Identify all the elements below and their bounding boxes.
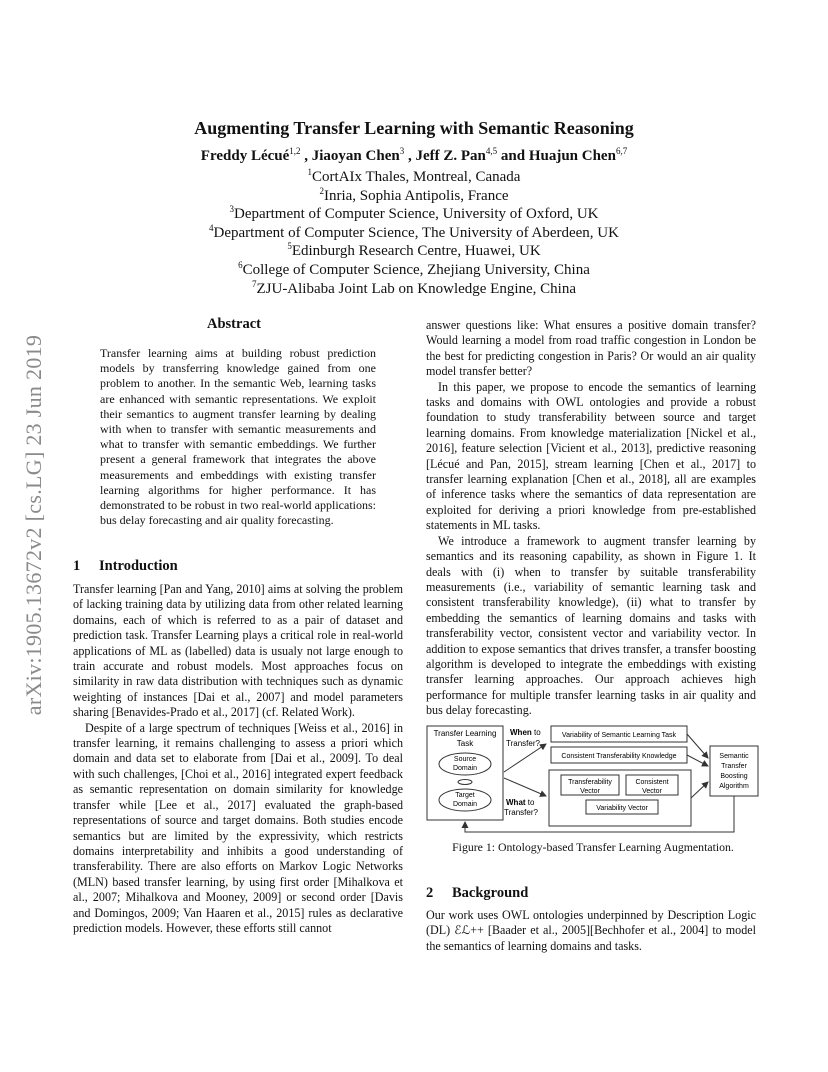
target-domain-label: Domain xyxy=(452,801,478,808)
paper-title: Augmenting Transfer Learning with Semantic Reasoning xyxy=(194,118,634,138)
arrow-when xyxy=(504,744,546,772)
consistent-knowledge-label: Consistent Transferability Knowledge xyxy=(561,753,677,760)
paragraph: Our work uses OWL ontologies underpinned by Description Logic (DL) ℰℒ++ [Baader et al., 2005][Bechhofer et al., 2004] to model the semantics of learning domains and tasks. xyxy=(426,908,756,953)
algorithm-label: Algorithm xyxy=(719,783,749,790)
affiliation: $^6$College of Computer Science, Zhejiang University, China xyxy=(238,259,590,278)
author: Jiaoyan Chen$^3$ , xyxy=(311,146,416,164)
consistent-vector-label: Vector xyxy=(642,788,662,795)
author: Huajun Chen$^{6,7}$ xyxy=(528,146,628,164)
affiliation: $^2$Inria, Sophia Antipolis, France xyxy=(319,185,509,204)
paragraph: answer questions like: What ensures a positive domain transfer? Would learning a model from road traffic congestion in London be the best for predicting congestion in Paris? Or would an air quality model transfer better? xyxy=(426,318,756,379)
paragraph: In this paper, we propose to encode the semantics of learning tasks and domains with OWL ontologies and provide a robust foundation to study transferability between source and target learning domains. From knowledge materialization [Nickel et al., 2016], feature selection [Vicient et al., 2013], predictive reasoning [Lécué and Pan, 2015], stream learning [Chen et al., 2017] to transfer learning explanation [Chen et al., 2018], all are examples of inference tasks where the semantics of data representation are exploited for deriving a priori knowledge from pre-established statements in ML tasks. xyxy=(426,379,756,533)
link-ellipse xyxy=(458,780,472,785)
affiliation: $^1$CortAIx Thales, Montreal, Canada xyxy=(307,167,521,185)
tl-task-label: Transfer Learning xyxy=(433,729,497,738)
algorithm-label: Transfer xyxy=(721,763,747,770)
transferability-vector-label: Vector xyxy=(580,788,600,795)
arrow-to-algorithm xyxy=(687,755,708,766)
tl-task-label: Task xyxy=(456,739,474,748)
when-label: When to xyxy=(510,728,541,737)
affiliation-list xyxy=(0,168,828,298)
arrow-to-algorithm xyxy=(687,734,708,758)
figure-diagram xyxy=(426,722,760,840)
introduction-body xyxy=(73,582,403,936)
author-list xyxy=(0,148,828,165)
what-question: Transfer? xyxy=(504,808,538,817)
abstract-text: Transfer learning aims at building robust prediction models by transferring knowledge gained from one problem to another. In the semantic Web, learning tasks are enhanced with semantic representations. We exploit their semantics to augment transfer learning by dealing with when to transfer with semantic measurements and what to transfer with semantic embeddings. We further present a general framework that integrates the above measurements and embeddings with existing transfer learning algorithms for higher performance. It has demonstrated to be robust in two real-world applications: bus delay forecasting and air quality forecasting. xyxy=(100,346,376,528)
section-heading-introduction: 1 Introduction xyxy=(73,558,178,574)
when-question: Transfer? xyxy=(506,739,540,748)
affiliation: $^3$Department of Computer Science, University of Oxford, UK xyxy=(229,204,599,223)
algorithm-label: Semantic xyxy=(719,753,749,760)
transferability-vector-label: Transferability xyxy=(568,779,612,786)
author: Jeff Z. Pan$^{4,5}$ and xyxy=(415,146,529,164)
source-domain-label: Source xyxy=(453,756,477,763)
background-body xyxy=(426,908,756,954)
variability-vector-label: Variability Vector xyxy=(596,805,648,812)
section-heading-background: 2 Background xyxy=(426,885,529,901)
paragraph: Transfer learning [Pan and Yang, 2010] aims at solving the problem of lacking training data by utilizing data from other related learning domains, each of which is referred to as a pair of dataset and prediction task. Transfer Learning plays a critical role in real-world applications of ML as (labelled) data is usualy not large enough to train accurate and robust models. Most approaches focus on similarity in raw data distribution with techniques such as dynamic weighting of instances [Dai et al., 2007] and model parameters sharing [Benavides-Prado et al., 2017] (cf. Related Work). xyxy=(73,582,403,720)
paragraph: Despite of a large spectrum of techniques [Weiss et al., 2016] in transfer learning, it remains challenging to assess a priori which domain and data set to elaborate from [Dai et al., 2009]. To deal with such challenges, [Choi et al., 2016] integrated expert feedback as semantic representation on domain similarity for knowledge transfer while [Lee et al., 2017] evaluated the graph-based representations of source and target domains. Both studies encode semantics but are limited by the expressivity, which restricts domains interpretability and inhibits a good understanding of transferability. There are also efforts on Markov Logic Networks (MLN) based transfer learning, by using first order [Mihalkova et al., 2007; Mihalkova and Mooney, 2009] or second order [Davis and Domingos, 2009; Van Haaren et al., 2015] rules as declarative prediction models. However, these efforts still cannot xyxy=(73,720,403,935)
consistent-vector-label: Consistent xyxy=(635,779,669,786)
right-column-body xyxy=(426,318,756,719)
arxiv-identifier: arXiv:1905.13672v2 [cs.LG] 23 Jun 2019 xyxy=(21,334,46,716)
affiliation: $^4$Department of Computer Science, The University of Aberdeen, UK xyxy=(209,222,619,241)
arrow-what xyxy=(504,778,546,796)
target-domain-label: Target xyxy=(455,792,475,799)
abstract-heading: Abstract xyxy=(207,316,261,332)
paragraph: We introduce a framework to augment transfer learning by semantics and its reasoning capability, as shown in Figure 1. It deals with (i) when to transfer by suitable transferability measurements (i.e., variability of semantic learning task and consistent transferability knowledge), (ii) what to transfer by embedding the semantics of learning domains and tasks with transferability vector, consistent vector and variability vector. In addition to expose semantics that drives transfer, a transfer boosting algorithm is developed to integrate the embeddings with existing transfer learning approaches. Our approach achieves high performance for multiple transfer learning tasks in air quality and bus delay forecasting. xyxy=(426,533,756,718)
figure-caption: Figure 1: Ontology-based Transfer Learning Augmentation. xyxy=(452,840,734,854)
author: Freddy Lécué$^{1,2}$ , xyxy=(200,146,312,164)
affiliation: $^5$Edinburgh Research Centre, Huawei, UK xyxy=(287,241,541,260)
affiliation: $^7$ZJU-Alibaba Joint Lab on Knowledge Engine, China xyxy=(251,278,577,297)
what-label: What to xyxy=(506,798,535,807)
algorithm-label: Boosting xyxy=(720,773,748,780)
source-domain-label: Domain xyxy=(452,765,478,772)
variability-task-label: Variability of Semantic Learning Task xyxy=(561,732,677,739)
arrow-to-algorithm xyxy=(691,782,708,798)
